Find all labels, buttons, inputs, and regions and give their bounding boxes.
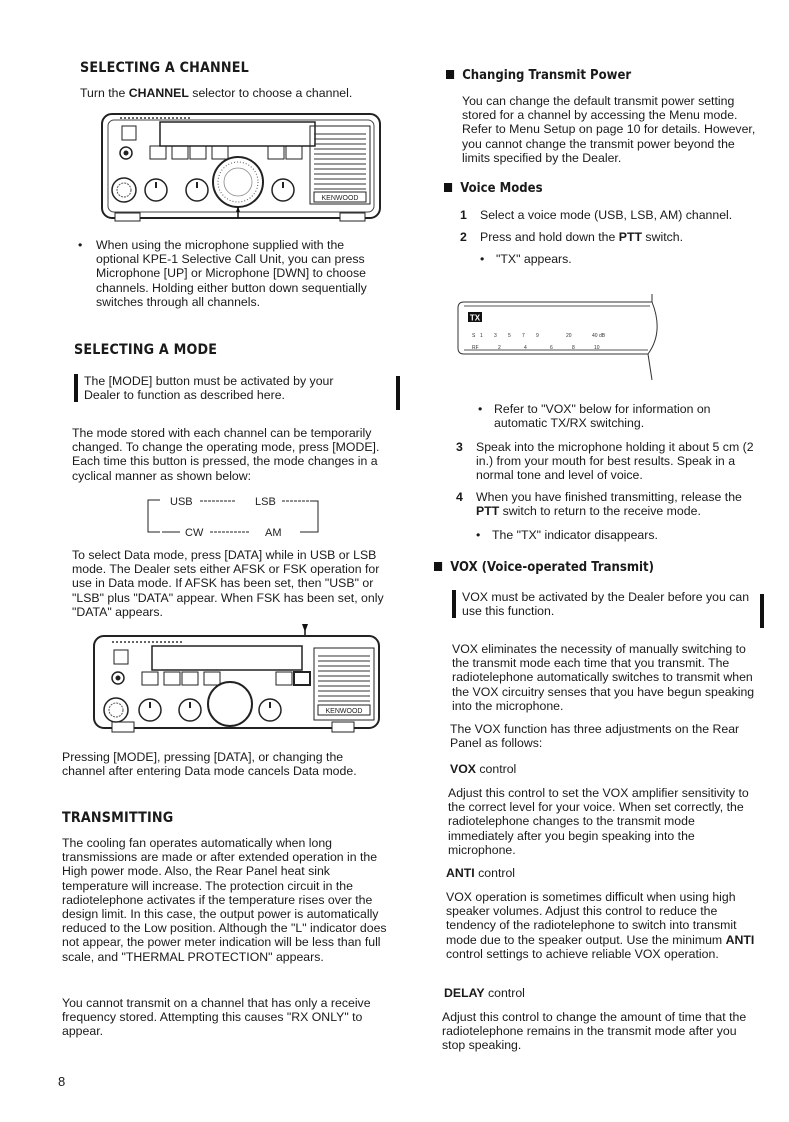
- mode-cycle-diagram: [140, 492, 330, 540]
- delay-control-heading: DELAY control: [444, 986, 525, 1000]
- transmit-power-para: You can change the default transmit power setting stored for a channel by accessing the Menu mode. Refer to Menu Setup on page 10 for details. However, you cannot change the transmit power beyond the limits specified by the Dealer.: [462, 94, 756, 165]
- delay-control-para: Adjust this control to change the amount of time that the radiotelephone remains in the transmit mode after you stop speaking.: [442, 1010, 747, 1053]
- subsection-title-vox: VOX (Voice-operated Transmit): [434, 560, 654, 575]
- note-bar-2: [760, 594, 764, 628]
- meter-rf-6: 6: [550, 345, 553, 351]
- brand-label-2: KENWOOD: [325, 708, 363, 715]
- meter-rf-10: 10: [594, 345, 600, 351]
- brand-label: KENWOOD: [321, 195, 359, 202]
- square-bullet-icon: [446, 70, 454, 79]
- vox-para-1: VOX eliminates the necessity of manually switching to the transmit mode each time that you transmit. The radiotelephone automatically switches to transmit when the VOX circuitry senses that you have begun speaking into the microphone.: [452, 642, 755, 713]
- mode-lsb: LSB: [255, 496, 276, 508]
- meter-20: 20: [566, 333, 572, 339]
- meter-7: 7: [522, 333, 525, 339]
- radio-illustration-mode: [92, 622, 387, 744]
- meter-40db: 40 dB: [592, 333, 606, 339]
- transmitting-para-1: The cooling fan operates automatically when long transmissions are made or after extended operation in the High power mode. Also, the Rear Panel heat sink temperature will increase. The protection circuit in the radiotelephone activates if the temperature rises over the design limit. In this case, the output power is automatically reduced to the Low position. Although the "L" indicator does not appear, the power meter indication will be less than full scale, and "THERMAL PROTECTION" appears.: [62, 836, 387, 964]
- anti-control-heading: ANTI control: [446, 866, 516, 880]
- mode-usb: USB: [170, 496, 193, 508]
- subsection-title-voice-modes: Voice Modes: [444, 181, 543, 196]
- mode-para-3: Pressing [MODE], pressing [DATA], or changing the channel after entering Data mode cancels Data mode.: [62, 750, 357, 779]
- channel-intro: Turn the CHANNEL selector to choose a channel.: [80, 86, 353, 100]
- mode-am: AM: [265, 527, 282, 539]
- square-bullet-icon: [434, 562, 442, 571]
- meter-9: 9: [536, 333, 539, 339]
- vox-control-para: Adjust this control to set the VOX amplifier sensitivity to the correct level for your voice. When set correctly, the radiotelephone changes to the transmit mode immediately after you begin speaking into the microphone.: [448, 786, 749, 857]
- meter-5: 5: [508, 333, 511, 339]
- section-title-selecting-channel: SELECTING A CHANNEL: [80, 60, 249, 76]
- mode-para-1: The mode stored with each channel can be temporarily changed. To change the operating mode, press [MODE]. Each time this button is pressed, the mode changes in a cyclical manner as shown below:: [72, 426, 380, 483]
- note-bar: [396, 376, 400, 410]
- anti-control-para: VOX operation is sometimes difficult when using high speaker volumes. Adjust this control to reduce the tendency of the radiotelephone to switch into transmit mode due to the speaker output. Use the minimum ANTI control settings to achieve reliable VOX operation.: [446, 890, 755, 961]
- mode-cw: CW: [185, 527, 204, 539]
- meter-rf: RF: [472, 345, 479, 351]
- vox-dealer-note: VOX must be activated by the Dealer before you can use this function.: [452, 590, 752, 618]
- meter-3: 3: [494, 333, 497, 339]
- vox-para-2: The VOX function has three adjustments on the Rear Panel as follows:: [450, 722, 740, 751]
- meter-rf-4: 4: [524, 345, 527, 351]
- mode-dealer-note: The [MODE] button must be activated by your Dealer to function as described here.: [74, 374, 354, 402]
- section-title-selecting-mode: SELECTING A MODE: [74, 342, 218, 358]
- meter-1: 1: [480, 333, 483, 339]
- meter-rf-8: 8: [572, 345, 575, 351]
- section-title-transmitting: TRANSMITTING: [62, 810, 174, 826]
- meter-rf-2: 2: [498, 345, 501, 351]
- tx-indicator: TX: [469, 313, 481, 323]
- vox-control-heading: VOX control: [450, 762, 517, 776]
- tx-display-illustration: [452, 292, 662, 384]
- mode-para-2: To select Data mode, press [DATA] while in USB or LSB mode. The Dealer sets either AFSK or FSK operation for use in Data mode. If AFSK has been set, then "USB" or "LSB" plus "DATA" appear. When FSK has been set, only "DATA" appears.: [72, 548, 384, 619]
- transmitting-para-2: You cannot transmit on a channel that has only a receive frequency stored. Attempting this causes "RX ONLY" to appear.: [62, 996, 371, 1039]
- page-number: 8: [58, 1074, 66, 1089]
- square-bullet-icon: [444, 183, 452, 192]
- radio-illustration-channel: [100, 108, 385, 233]
- subsection-title-transmit-power: Changing Transmit Power: [446, 68, 631, 83]
- meter-s: S: [472, 333, 476, 339]
